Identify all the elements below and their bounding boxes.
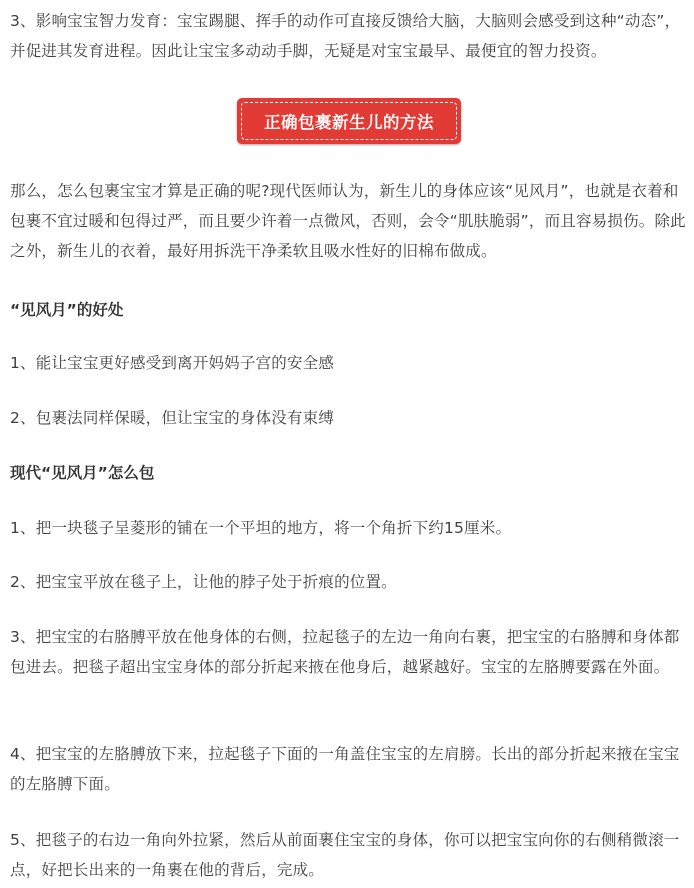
benefit-item: 1、能让宝宝更好感受到离开妈妈子宫的安全感: [10, 354, 335, 372]
step-item: 1、把一块毯子呈菱形的铺在一个平坦的地方，将一个角折下约15厘米。: [10, 519, 512, 537]
section-title-label: 正确包裹新生儿的方法: [241, 102, 457, 140]
benefits-heading: “见风月”的好处: [10, 301, 124, 319]
step-item: 4、把宝宝的左胳膊放下来，拉起毯子下面的一角盖住宝宝的左肩膀。长出的部分折起来掖在宝宝的左胳膊下面。: [10, 745, 680, 793]
step-item: 2、把宝宝平放在毯子上，让他的脖子处于折痕的位置。: [10, 573, 397, 591]
how-to-heading: 现代“见风月”怎么包: [10, 464, 155, 482]
benefit-item: 2、包裹法同样保暖，但让宝宝的身体没有束缚: [10, 409, 335, 427]
section-title-banner: [237, 98, 461, 144]
step-item: 3、把宝宝的右胳膊平放在他身体的右侧，拉起毯子的左边一角向右裹，把宝宝的右胳膊和身体都包进去。把毯子超出宝宝身体的部分折起来掖在他身后，越紧越好。宝宝的左胳膊要露在外面。: [10, 628, 680, 676]
step-item: 5、把毯子的右边一角向外拉紧，然后从前面裹住宝宝的身体，你可以把宝宝向你的右侧稍微滚一点，好把长出来的一角裹在他的背后，完成。: [10, 831, 680, 879]
method-paragraph: 那么，怎么包裹宝宝才算是正确的呢?现代医师认为，新生儿的身体应该“见风月”，也就是衣着和包裹不宜过暖和包得过严，而且要少许着一点微风，否则，会令“肌肤脆弱”，而且容易损伤。除此之外，新生儿的衣着，最好用拆洗干净柔软且吸水性好的旧棉布做成。: [10, 182, 686, 260]
intro-paragraph: 3、影响宝宝智力发育：宝宝踢腿、挥手的动作可直接反馈给大脑，大脑则会感受到这种“动态”，并促进其发育进程。因此让宝宝多动动手脚，无疑是对宝宝最早、最便宜的智力投资。: [10, 12, 681, 60]
